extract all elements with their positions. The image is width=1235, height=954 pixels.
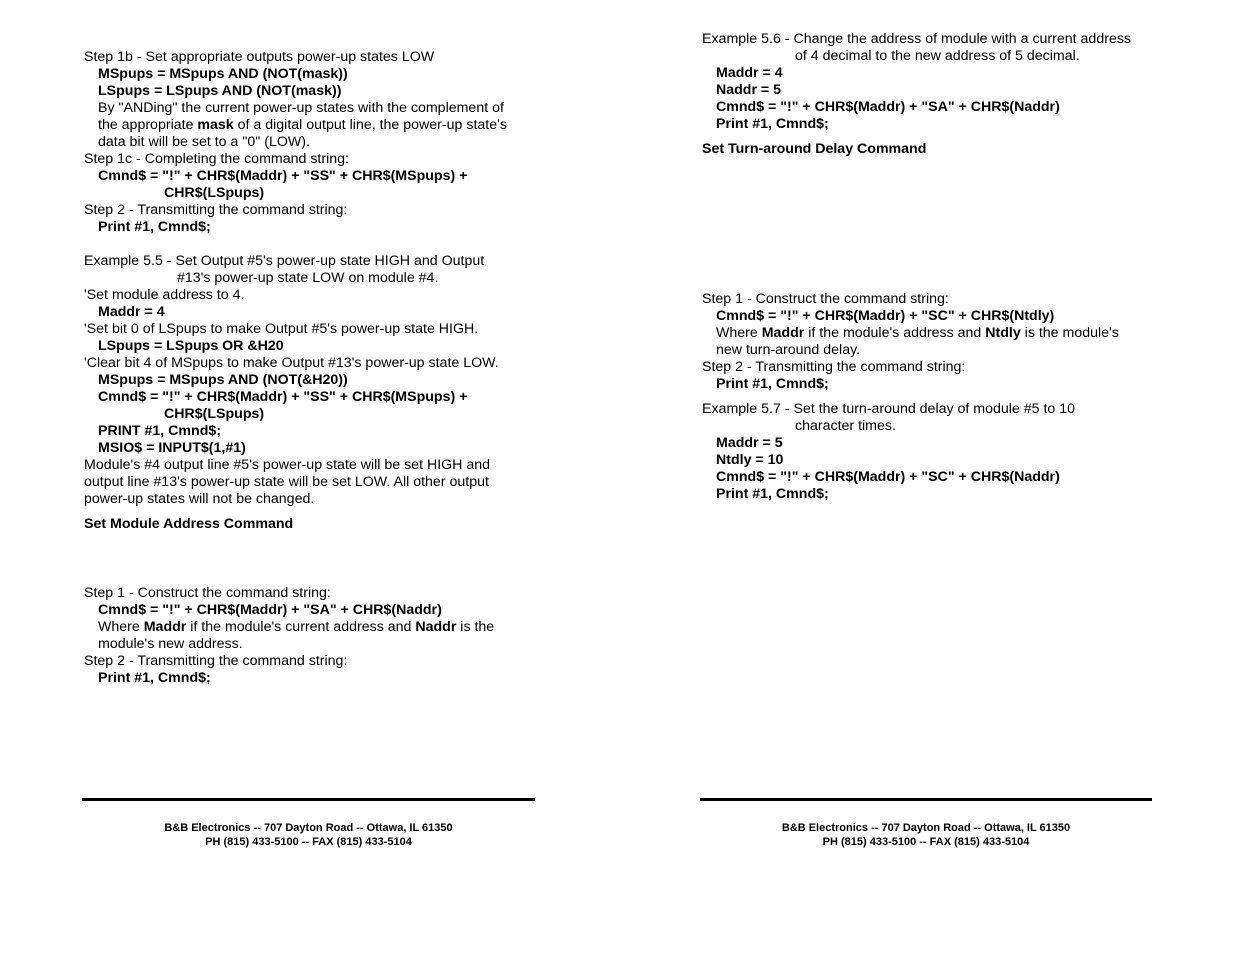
text-span: Where: [716, 325, 762, 341]
footer-divider: [82, 798, 535, 801]
code-line: CHR$(LSpups): [164, 185, 265, 201]
left-page-column: [84, 49, 544, 687]
footer-address: B&B Electronics -- 707 Dayton Road -- Ottawa, IL 61350: [781, 822, 1071, 834]
example-5-6-title: Example 5.6 - Change the address of module with a current address: [702, 31, 1132, 47]
bold-term: Ntdly: [985, 325, 1021, 341]
code-line: Ntdly = 10: [716, 452, 784, 468]
code-line: LSpups = LSpups OR &H20: [98, 338, 284, 354]
paragraph-line: output line #13's power-up state will be set LOW. All other output: [84, 474, 489, 490]
code-line: Cmnd$ = "!" + CHR$(Maddr) + "SC" + CHR$(Naddr): [716, 469, 1060, 485]
text-span: if the module's address and: [804, 325, 986, 341]
code-line: Cmnd$ = "!" + CHR$(Maddr) + "SS" + CHR$(MSpups) +: [98, 168, 468, 184]
code-line: MSpups = MSpups AND (NOT(&H20)): [98, 372, 348, 388]
comment-line: 'Clear bit 4 of MSpups to make Output #13's power-up state LOW.: [84, 355, 499, 371]
example-5-7-title-cont: character times.: [795, 418, 896, 434]
step-1b-title: Step 1b - Set appropriate outputs power-up states LOW: [84, 49, 435, 65]
code-line: Maddr = 4: [716, 65, 783, 81]
text-span: Where: [98, 619, 144, 635]
section-heading-set-turn-around-delay: Set Turn-around Delay Command: [702, 141, 927, 157]
code-line: Cmnd$ = "!" + CHR$(Maddr) + "SA" + CHR$(Naddr): [98, 602, 442, 618]
page-footer: [82, 821, 535, 849]
paragraph-line: data bit will be set to a "0" (LOW).: [98, 134, 310, 150]
section-heading-set-module-address: Set Module Address Command: [84, 516, 294, 532]
paragraph-line: Module's #4 output line #5's power-up state will be set HIGH and: [84, 457, 491, 473]
example-5-5-title-cont: #13's power-up state LOW on module #4.: [177, 270, 439, 286]
paragraph-line: new turn-around delay.: [716, 342, 861, 358]
step-2-title: Step 2 - Transmitting the command string:: [84, 653, 348, 669]
paragraph-line: [84, 619, 544, 636]
text-span: is the: [456, 619, 495, 635]
step-1-title: Step 1 - Construct the command string:: [84, 585, 331, 601]
code-line: Cmnd$ = "!" + CHR$(Maddr) + "SC" + CHR$(Ntdly): [716, 308, 1055, 324]
right-page-column: [702, 31, 1172, 503]
code-line: Print #1, Cmnd$;: [716, 376, 829, 392]
bold-term: Maddr: [143, 619, 187, 635]
code-line: Cmnd$ = "!" + CHR$(Maddr) + "SS" + CHR$(MSpups) +: [98, 389, 468, 405]
example-5-6-title-cont: of 4 decimal to the new address of 5 decimal.: [795, 48, 1080, 64]
footer-address: B&B Electronics -- 707 Dayton Road -- Ottawa, IL 61350: [164, 822, 453, 834]
code-line: Print #1, Cmnd$;: [98, 670, 211, 686]
code-line: Print #1, Cmnd$;: [98, 219, 211, 235]
paragraph-line: By "ANDing" the current power-up states with the complement of: [98, 100, 504, 116]
text-span: of a digital output line, the power-up state's: [233, 117, 507, 133]
bold-term: Naddr: [415, 619, 457, 635]
page-footer: [700, 821, 1152, 849]
step-1-title: Step 1 - Construct the command string:: [702, 291, 949, 307]
example-5-5-title: Example 5.5 - Set Output #5's power-up state HIGH and Output: [84, 253, 485, 269]
code-line: Maddr = 5: [716, 435, 783, 451]
code-line: Print #1, Cmnd$;: [716, 116, 829, 132]
comment-line: 'Set module address to 4.: [84, 287, 245, 303]
step-1c-title: Step 1c - Completing the command string:: [84, 151, 349, 167]
bold-term: mask: [197, 117, 234, 133]
footer-divider: [700, 798, 1152, 801]
step-2-title: Step 2 - Transmitting the command string:: [702, 359, 966, 375]
bold-term: Maddr: [761, 325, 805, 341]
paragraph-line: module's new address.: [98, 636, 243, 652]
paragraph-line: [84, 117, 544, 134]
code-line: PRINT #1, Cmnd$;: [98, 423, 221, 439]
footer-phone: PH (815) 433-5100 -- FAX (815) 433-5104: [205, 836, 412, 848]
code-line: CHR$(LSpups): [164, 406, 265, 422]
step-2-title: Step 2 - Transmitting the command string:: [84, 202, 348, 218]
paragraph-line: [702, 325, 1172, 342]
comment-line: 'Set bit 0 of LSpups to make Output #5's power-up state HIGH.: [84, 321, 479, 337]
code-line: Cmnd$ = "!" + CHR$(Maddr) + "SA" + CHR$(Naddr): [716, 99, 1060, 115]
text-span: the appropriate: [98, 117, 198, 133]
code-line: Naddr = 5: [716, 82, 782, 98]
code-line: MSpups = MSpups AND (NOT(mask)): [98, 66, 348, 82]
footer-phone: PH (815) 433-5100 -- FAX (815) 433-5104: [822, 836, 1030, 848]
code-line: Maddr = 4: [98, 304, 165, 320]
code-line: Print #1, Cmnd$;: [716, 486, 829, 502]
code-line: LSpups = LSpups AND (NOT(mask)): [98, 83, 342, 99]
paragraph-line: power-up states will not be changed.: [84, 491, 315, 507]
text-span: is the module's: [1020, 325, 1119, 341]
example-5-7-title: Example 5.7 - Set the turn-around delay of module #5 to 10: [702, 401, 1076, 417]
code-line: MSIO$ = INPUT$(1,#1): [98, 440, 246, 456]
text-span: if the module's current address and: [186, 619, 416, 635]
